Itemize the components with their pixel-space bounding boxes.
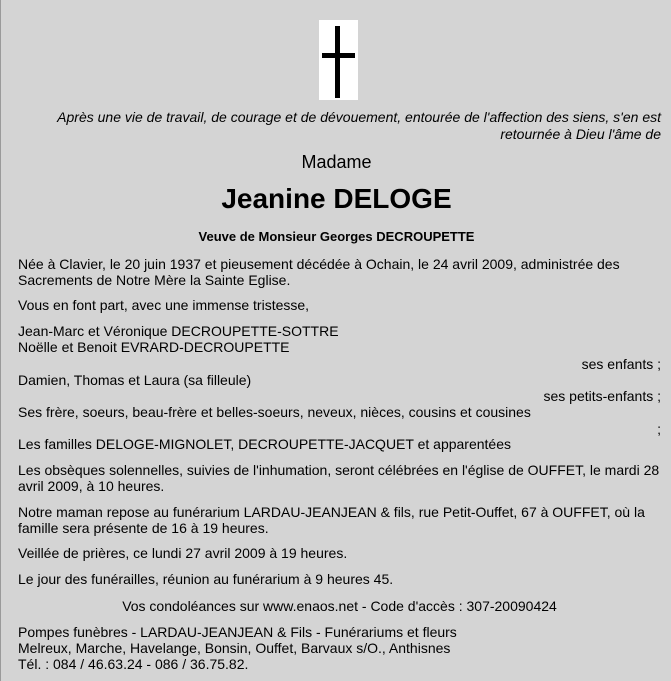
funeral-text: Les obsèques solennelles, suivies de l'inhumation, seront célébrées en l'église de OUFFET, le mardi 28 avril 2009, à 10 heures. [18,462,660,494]
undertaker-phone: Tél. : 084 / 46.63.24 - 086 / 36.75.82. [18,656,249,672]
undertaker-line-1: Pompes funèbres - LARDAU-JEANJEAN & Fils - Funérariums et fleurs [18,624,457,640]
intro-text: Après une vie de travail, de courage et de dévouement, entourée de l'affection des siens, s'en est retournée à Dieu l'âme de [57,109,661,142]
siblings-line: Ses frère, soeurs, beau-frère et belles-soeurs, neveux, nièces, cousins et cousines [18,404,531,420]
undertaker-line-2: Melreux, Marche, Havelange, Bonsin, Ouffet, Barvaux s/O., Anthisnes [18,640,451,656]
condolences-text: Vos condoléances sur www.enaos.net - Code d'accès : 307-20090424 [122,598,557,614]
funerarium-text: Notre maman repose au funérarium LARDAU-JEANJEAN & fils, rue Petit-Ouffet, 67 à OUFFET, où la famille sera présente de 16 à 19 heures. [18,504,645,536]
children-label: ses enfants ; [581,356,661,372]
announce-text: Vous en font part, avec une immense tristesse, [18,297,310,313]
cross-icon [319,20,358,100]
child-line-2: Noëlle et Benoit EVRARD-DECROUPETTE [18,339,290,355]
vigil-text: Veillée de prières, ce lundi 27 avril 2009 à 19 heures. [18,545,348,561]
meeting-text: Le jour des funérailles, réunion au funérarium à 9 heures 45. [18,571,394,587]
grandchildren-line: Damien, Thomas et Laura (sa filleule) [18,372,252,388]
widow-of: Veuve de Monsieur Georges DECROUPETTE [198,229,475,244]
families-line: Les familles DELOGE-MIGNOLET, DECROUPETTE-JACQUET et apparentées [18,436,511,452]
title-madame: Madame [301,152,372,172]
deceased-name: Jeanine DELOGE [221,183,452,214]
siblings-label: ; [657,421,661,437]
child-line-1: Jean-Marc et Véronique DECROUPETTE-SOTTRE [18,323,339,339]
grandchildren-label: ses petits-enfants ; [543,388,661,404]
birth-death-text: Née à Clavier, le 20 juin 1937 et pieusement décédée à Ochain, le 24 avril 2009, administrée des Sacrements de Notre Mère la Sainte Eglise. [18,256,620,288]
